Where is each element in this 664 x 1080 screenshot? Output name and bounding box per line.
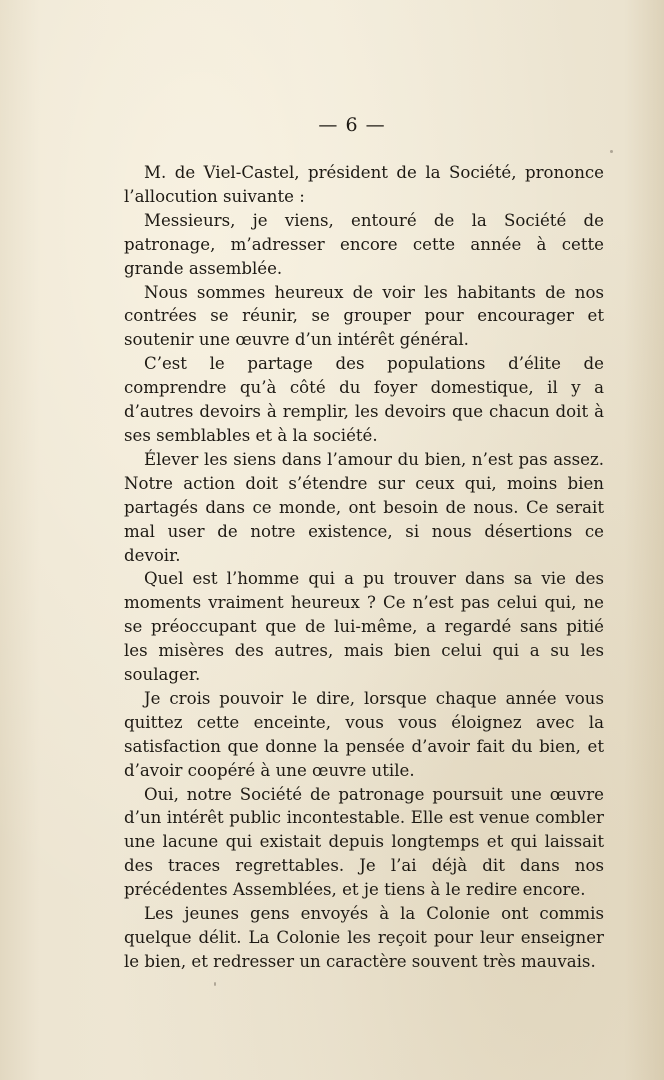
- paragraph: Élever les siens dans l’amour du bien, n’est pas assez. Notre action doit s’étendre sur ceux qui, moins bien partagés dans ce monde, ont besoin de nous. Ce serait mal user de notre existence, si nous désertions ce devoir.: [124, 449, 604, 565]
- page-number: — 6 —: [318, 114, 386, 136]
- paragraph: Les jeunes gens envoyés à la Colonie ont commis quelque délit. La Colonie les reçoit pour leur enseigner le bien, et redresser un caractère souvent très mauvais.: [124, 904, 604, 971]
- paragraph: Quel est l’homme qui a pu trouver dans sa vie des moments vraiment heureux ? Ce n’est pas celui qui, ne se préoccupant que de lui-même, a regardé sans pitié les misères des autres, mais bien celui qui a su les soulager.: [124, 569, 604, 685]
- paper-speck: [214, 982, 216, 986]
- paragraph: Messieurs, je viens, entouré de la Société de patronage, m’adresser encore cette année à cette grande assemblée.: [124, 210, 604, 278]
- paragraph: Nous sommes heureux de voir les habitants de nos contrées se réunir, se grouper pour encourager et soutenir une œuvre d’un intérêt général.: [124, 282, 604, 350]
- paragraph: Je crois pouvoir le dire, lorsque chaque année vous quittez cette enceinte, vous vous éloignez avec la satisfaction que donne la pensée d’avoir fait du bien, et d’avoir coopéré à une œuvre utile.: [124, 688, 604, 780]
- paragraph-intro: M. de Viel-Castel, président de la Société, prononce l’allocution suivante :: [124, 163, 604, 206]
- body-text: [124, 161, 604, 974]
- paragraph: C’est le partage des populations d’élite de comprendre qu’à côté du foyer domestique, il y a d’autres devoirs à remplir, les devoirs que chacun doit à ses semblables et à la société.: [124, 354, 604, 445]
- paper-speck: [610, 150, 613, 153]
- paragraph: Oui, notre Société de patronage poursuit une œuvre d’un intérêt public incontestable. Elle est venue combler une lacune qui existait depuis longtemps et qui laissait des traces regrettables. Je l’ai déjà dit dans nos précédentes Assemblées, et je tiens à le redire encore.: [124, 784, 604, 900]
